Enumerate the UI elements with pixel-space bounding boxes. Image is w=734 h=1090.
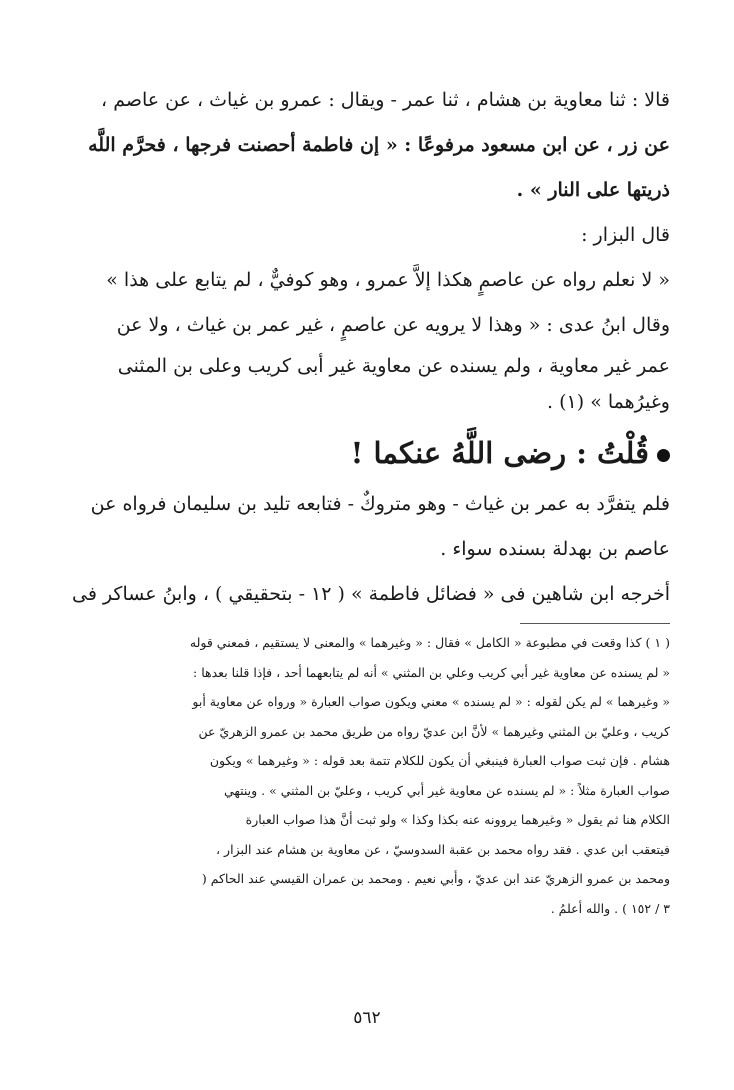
footnote-line: « وغيرهما » لم يكن لقوله : « لم يسنده » معني ويكون صواب العبارة « ورواه عن معاوية أبو [192,694,670,709]
footnote [60,628,670,923]
footnote-line: كريب ، وعليّ بن المثني وغيرهما » لأنَّ ابن عديّ رواه من طريق محمد بن عمرو الزهريّ عن [198,723,670,739]
ibn-adi-paragraph [60,303,670,420]
text-line: قالا : ثنا معاوية بن هشام ، ثنا عمر - ويقال : عمرو بن غياث ، عن عاصم ، [101,89,670,111]
footnote-line: ومحمد بن عمرو الزهريّ عند ابن عديّ ، وأبي نعيم . ومحمد بن عمران القيسي عند الحاكم ( [201,871,670,886]
footnote-line: الكلام هنا ثم يقول « وغيرهما يروونه عنه بكذا وكذا » ولو ثبت أنَّ هذا صواب العبارة [245,812,670,827]
text-line-hadith: عن زر ، عن ابن مسعود مرفوعًا : « إن فاطمة أحصنت فرجها ، فحرَّم اللَّه [88,134,670,156]
bazzar-label: قال البزار : [581,224,670,246]
page-body [60,78,670,923]
footnote-line: فيتعقب ابن عدي . فقد رواه محمد بن عقبة السدوسيّ ، عن معاوية بن هشام عند البزار ، [216,841,670,857]
heading-text: قُلْتُ : رضى اللَّهُ عنكما ! [350,436,649,470]
text-line: وقال ابنُ عدى : « وهذا لا يرويه عن عاصمٍ ، غير عمر بن غياث ، ولا عن [116,314,670,336]
footnote-line: ٣ / ١٥٢ ) . والله أعلمُ . [550,900,670,916]
footnote-line: صواب العبارة مثلاً : « لم يسنده عن معاوية غير أبي كريب ، وعليّ بن المثني » . وينتهي [223,782,670,798]
text-line: عمر غير معاوية ، ولم يسنده عن معاوية غير أبى كريب وعلى بن المثنى [117,355,670,377]
text-line: فلم يتفرَّد به عمر بن غياث - وهو متروكٌ - فتابعه تليد بن سليمان فرواه عن [90,493,670,515]
section-heading [60,424,670,482]
footnote-divider [520,623,670,624]
text-line: وغيرُهما » (١) . [547,391,670,413]
bazzar-quote: « لا نعلم رواه عن عاصمٍ هكذا إلاَّ عمرو ، وهو كوفيٌّ ، لم يتابع على هذا » [106,269,670,291]
text-line: أخرجه ابن شاهين فى « فضائل فاطمة » ( ١٢ - بتحقيقي ) ، وابنُ عساكر فى [71,583,670,605]
bullet-icon [657,449,670,462]
footnote-line: هشام . فإن ثبت صواب العبارة فينبغي أن يكون للكلام تتمة بعد قوله : « وغيرهما » ويكون [209,753,670,768]
footnote-line: ( ١ ) كذا وقعت في مطبوعة « الكامل » فقال : « وغيرهما » والمعنى لا يستقيم ، فمعني قوله [189,635,670,650]
text-line-hadith: ذريتها على النار » . [516,179,670,201]
text-line: عاصم بن بهدلة بسنده سواء . [440,538,670,560]
footnote-line: « لم يسنده عن معاوية غير أبي كريب وعلي بن المثني » أنه لم يتابعهما أحد ، فإذا قلنا بعدها : [193,664,670,680]
page-number: ٥٦٢ [353,1008,381,1028]
main-text [60,78,670,617]
